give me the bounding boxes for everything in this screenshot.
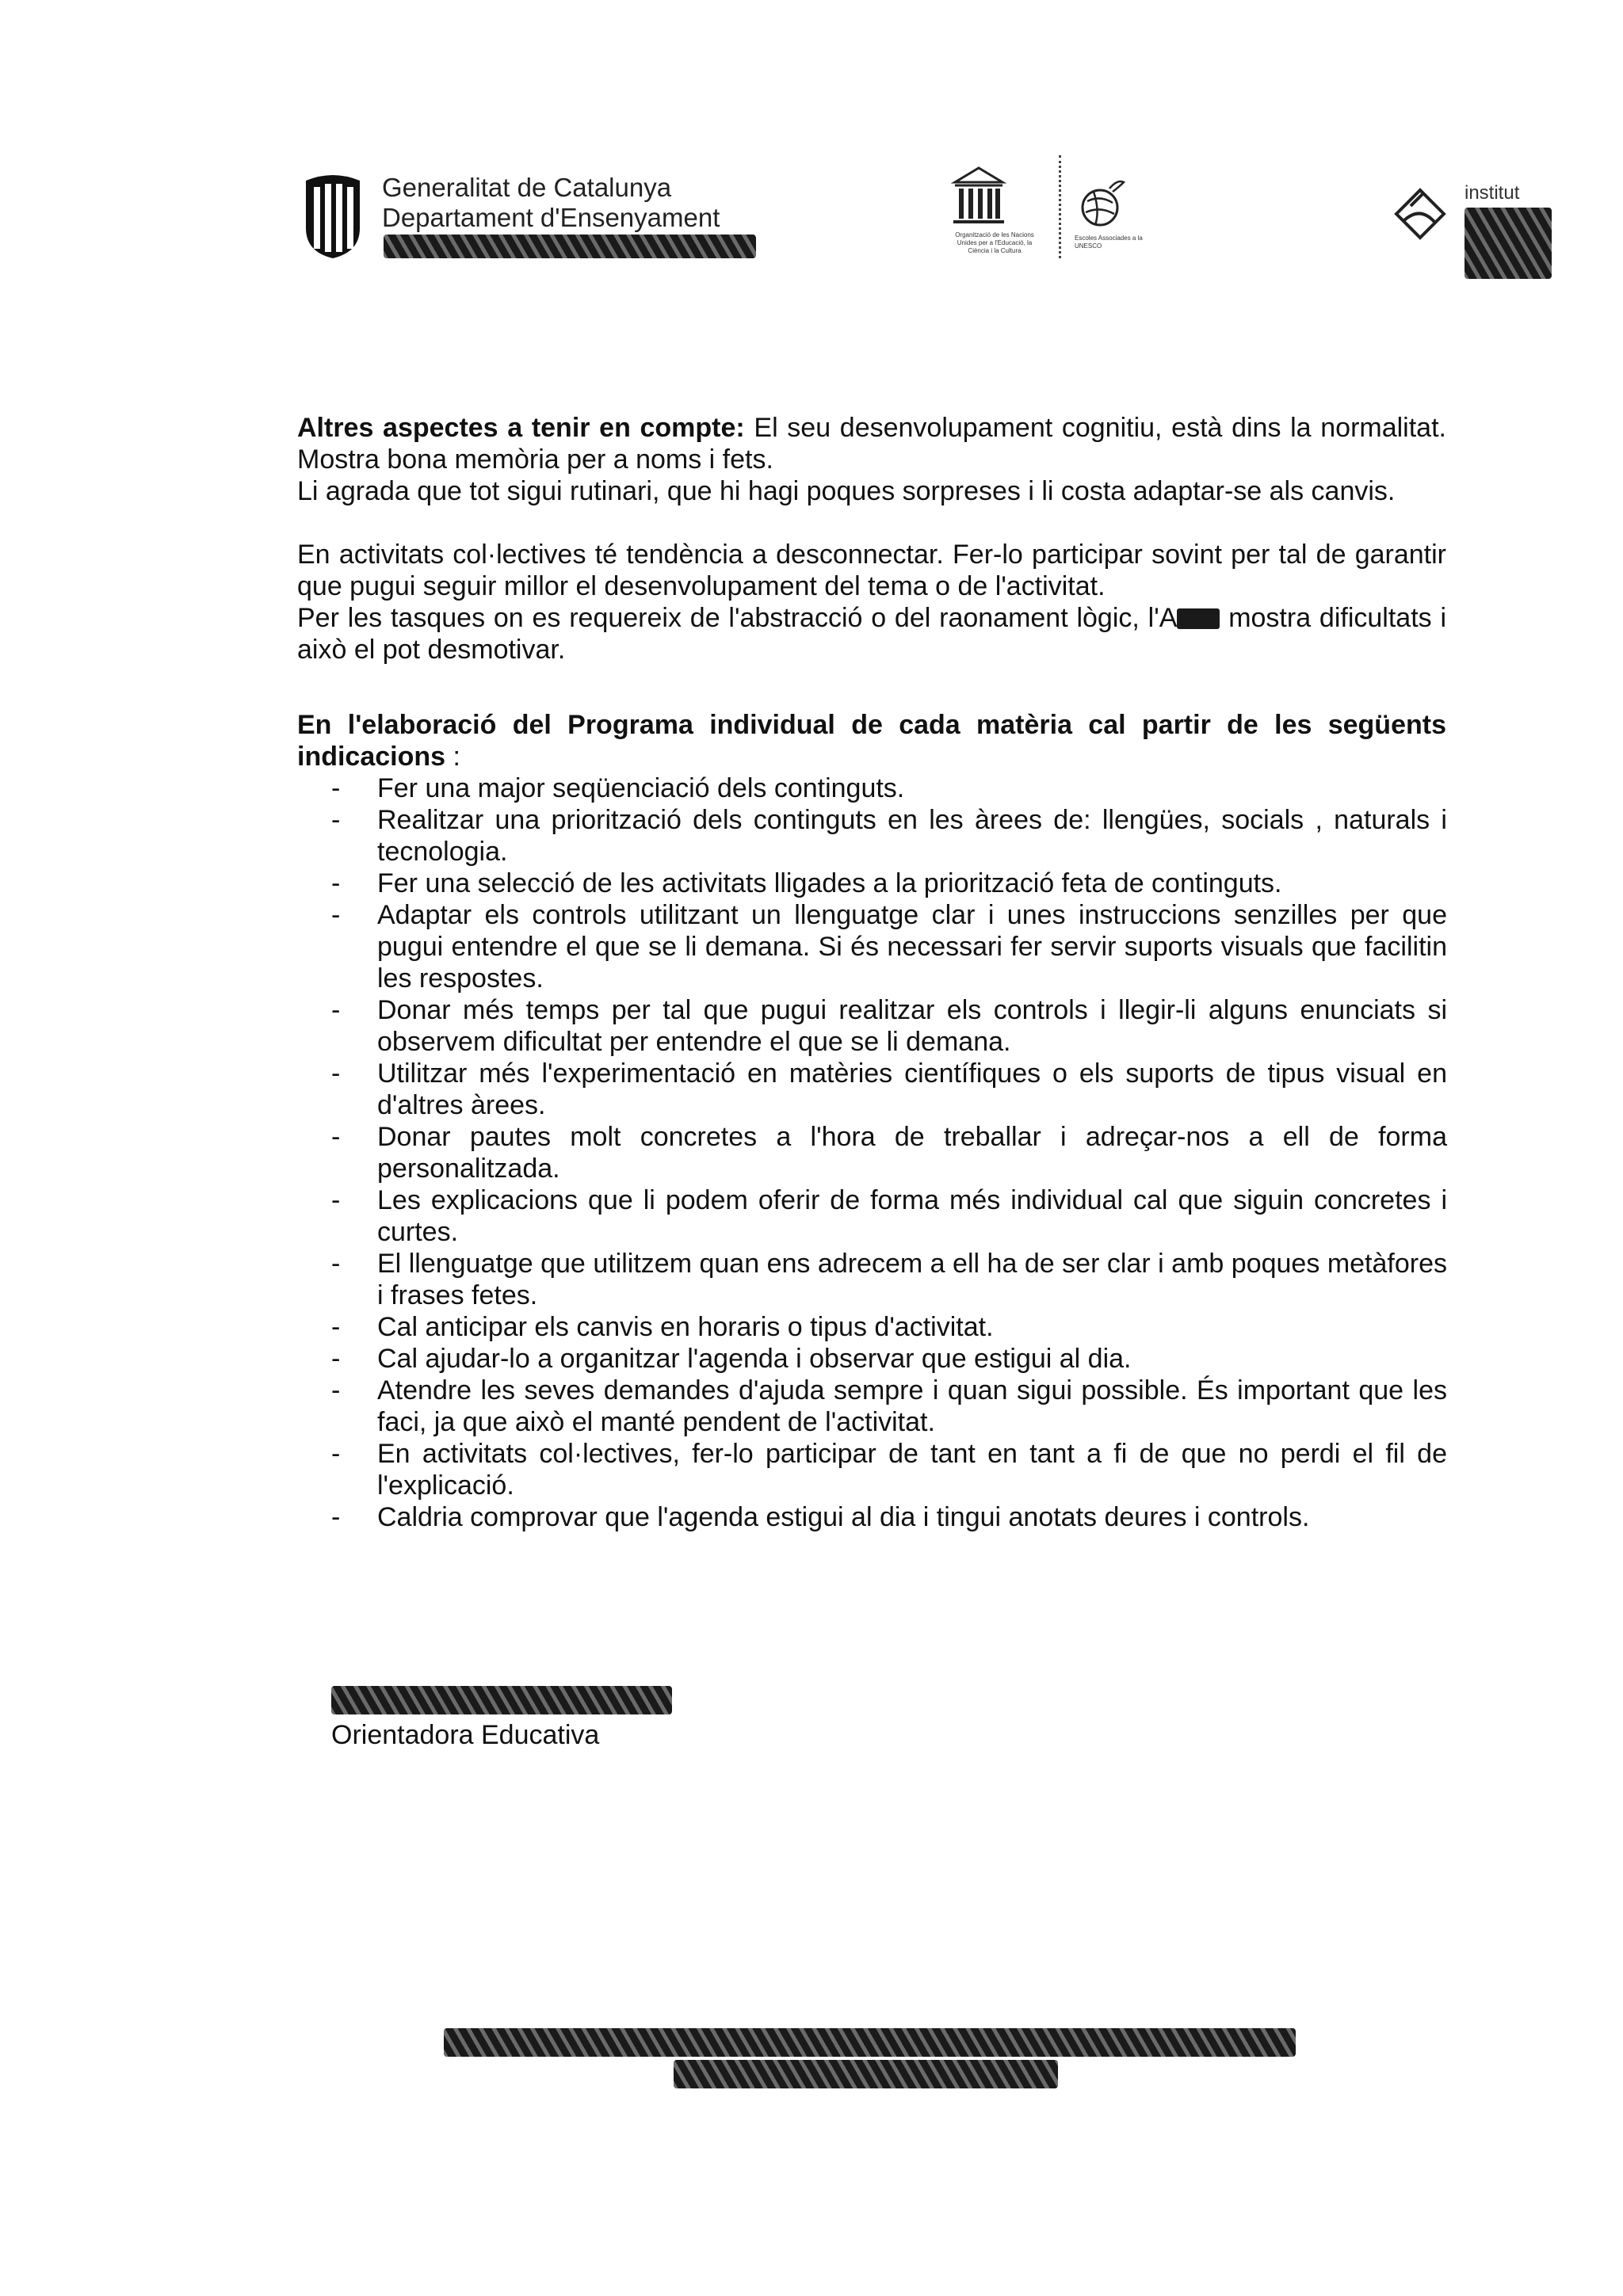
list-item <box>331 804 1447 868</box>
intro-paragraph-4 <box>297 602 1446 666</box>
header-divider <box>1059 155 1061 258</box>
list-dash: - <box>331 900 341 930</box>
list-item <box>331 772 1447 804</box>
list-item-text: Atendre les seves demandes d'ajuda sempre i quan sigui possible. És important que les faci, ja que això el manté pendent de l'activitat. <box>377 1375 1447 1437</box>
list-item <box>331 1184 1447 1248</box>
list-item-text: En activitats col·lectives, fer-lo participar de tant en tant a fi de que no perdi el fil de l'explicació. <box>377 1439 1447 1501</box>
list-item <box>331 868 1447 899</box>
institut-label: institut <box>1465 182 1520 204</box>
unesco-temple-icon <box>951 165 1006 228</box>
list-item <box>331 1375 1447 1438</box>
list-dash: - <box>331 773 341 803</box>
intro-text-4-end: mostra dificultats i això el pot desmotivar. <box>297 603 1447 665</box>
list-dash: - <box>331 1375 341 1405</box>
list-item <box>331 1248 1447 1311</box>
list-item-text: Fer una major seqüenciació dels continguts. <box>377 773 905 803</box>
list-dash: - <box>331 1344 341 1374</box>
indications-list <box>331 772 1447 1533</box>
list-dash: - <box>331 1312 341 1342</box>
intro-paragraph-1 <box>297 412 1446 475</box>
escoles-caption: Escoles Associades a la UNESCO <box>1075 235 1143 250</box>
intro-paragraph-3: En activitats col·lectives té tendència a desconnectar. Fer-lo participar sovint per tal de garantir que pugui seguir millor el desenvolupament del tema o de l'activitat. <box>297 540 1446 601</box>
intro-text-4-start: Per les tasques on es requereix de l'abstracció o del raonament lògic, l'A <box>297 603 1178 633</box>
list-item <box>331 1343 1447 1375</box>
list-item-text: Les explicacions que li podem oferir de forma més individual cal que siguin concretes i curtes. <box>377 1185 1447 1247</box>
list-dash: - <box>331 1122 341 1152</box>
redacted-footer-line-1 <box>444 2028 1296 2057</box>
list-item-text: Adaptar els controls utilitzant un llenguatge clar i unes instruccions senzilles per que pugui entendre el que se li demana. Si és necessari fer servir suports visuals que facilitin les respostes. <box>377 900 1447 994</box>
program-heading <box>297 709 1446 772</box>
escoles-associades-globe-icon <box>1078 176 1125 231</box>
list-item <box>331 1311 1447 1343</box>
list-item-text: Caldria comprovar que l'agenda estigui al dia i tingui anotats deures i controls. <box>377 1502 1310 1532</box>
redacted-header-text <box>384 235 756 258</box>
redacted-footer-line-2 <box>674 2060 1058 2088</box>
list-dash: - <box>331 1502 341 1532</box>
list-item <box>331 994 1447 1058</box>
list-dash: - <box>331 1439 341 1469</box>
program-heading-text: En l'elaboració del Programa individual de cada matèria cal partir de les següents indicacions <box>297 710 1446 772</box>
intro-lead: Altres aspectes a tenir en compte: <box>297 413 745 443</box>
redacted-signatory-name <box>331 1686 672 1714</box>
organization-line-1: Generalitat de Catalunya <box>382 173 672 202</box>
organization-name <box>382 173 720 233</box>
list-item-text: Fer una selecció de les activitats lligades a la priorització feta de continguts. <box>377 868 1282 898</box>
list-item-text: Utilitzar més l'experimentació en matèries científiques o els suports de tipus visual en d'altres àrees. <box>377 1058 1447 1120</box>
intro-paragraph-2: Li agrada que tot sigui rutinari, que hi hagi poques sorpreses i li costa adaptar-se als canvis. <box>297 476 1396 506</box>
list-item <box>331 1121 1447 1184</box>
list-item <box>331 1501 1447 1533</box>
list-item <box>331 1058 1447 1121</box>
list-item-text: Cal anticipar els canvis en horaris o tipus d'activitat. <box>377 1312 994 1342</box>
list-dash: - <box>331 995 341 1025</box>
organization-line-2: Departament d'Ensenyament <box>382 203 720 232</box>
list-item-text: Donar pautes molt concretes a l'hora de treballar i adreçar-nos a ell de forma personalitzada. <box>377 1122 1447 1184</box>
list-item-text: Realitzar una priorització dels continguts en les àrees de: llengües, socials , naturals i tecnologia. <box>377 805 1447 867</box>
redacted-student-name <box>1177 608 1220 629</box>
list-item <box>331 899 1447 994</box>
institut-logo-icon <box>1388 174 1476 254</box>
redacted-institut-name <box>1465 208 1552 279</box>
list-item <box>331 1438 1447 1501</box>
list-dash: - <box>331 805 341 835</box>
generalitat-logo-icon <box>301 173 365 260</box>
program-heading-suffix: : <box>445 742 460 772</box>
intro-text-1: El seu desenvolupament cognitiu, està dins la normalitat. Mostra bona memòria per a noms i fets. <box>297 413 1446 475</box>
unesco-caption: Organització de les Nacions Unides per a l'Educació, la Ciència i la Cultura <box>955 231 1034 254</box>
list-dash: - <box>331 1058 341 1089</box>
list-dash: - <box>331 1185 341 1215</box>
signatory-role: Orientadora Educativa <box>331 1720 600 1750</box>
list-dash: - <box>331 868 341 898</box>
list-dash: - <box>331 1249 341 1279</box>
list-item-text: Cal ajudar-lo a organitzar l'agenda i observar que estigui al dia. <box>377 1344 1132 1374</box>
list-item-text: Donar més temps per tal que pugui realitzar els controls i llegir-li alguns enunciats si observem dificultat per entendre el que se li demana. <box>377 995 1447 1057</box>
list-item-text: El llenguatge que utilitzem quan ens adrecem a ell ha de ser clar i amb poques metàfores i frases fetes. <box>377 1249 1447 1310</box>
